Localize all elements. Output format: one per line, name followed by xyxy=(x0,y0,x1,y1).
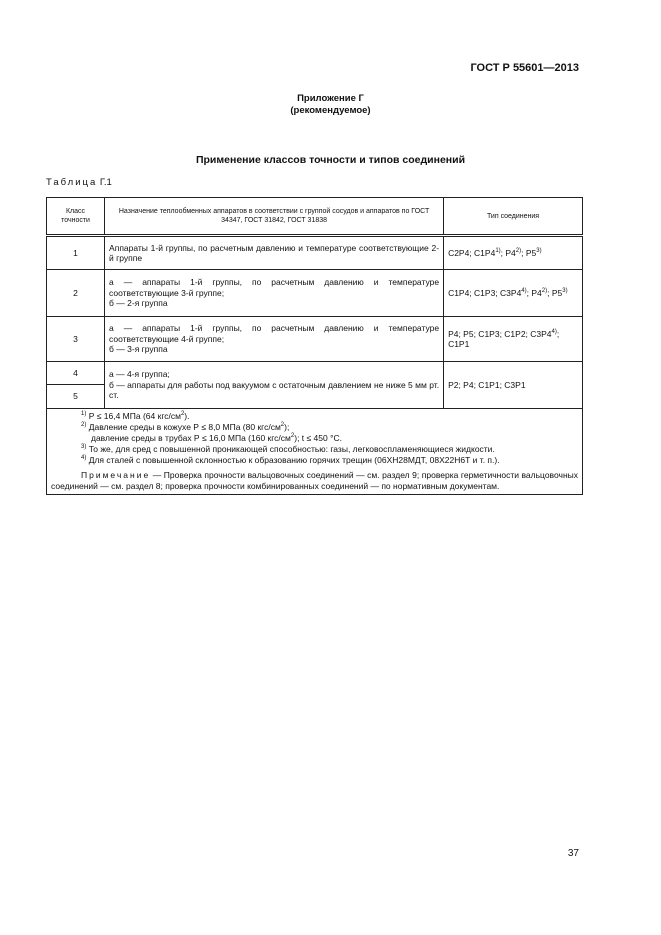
footnote-text: Давление среды в кожухе Р ≤ 8,0 МПа (80 кгс/см xyxy=(88,422,281,432)
cell-class: 4 xyxy=(47,362,105,385)
cell-connection: Р2; Р4; С1Р1; С3Р1 xyxy=(444,362,583,409)
footnote-mark: 1) xyxy=(81,411,87,417)
appendix-title: Приложение Г xyxy=(297,93,364,104)
footnote-text: То же, для сред с повышенной проникающей способностью: газы, легковоспламеняющиеся жидкости. xyxy=(88,444,495,454)
footnote xyxy=(51,444,578,455)
header-purpose: Назначение теплообменных аппаратов в соответствии с группой сосудов и аппаратов по ГОСТ 34347, ГОСТ 31842, ГОСТ 31838 xyxy=(105,198,444,236)
purpose-line: а — аппараты 1-й группы, по расчетным давлению и температуре соответствующие 4-й группе; xyxy=(109,323,440,344)
note-text: — Проверка прочности вальцовочных соединений — см. раздел 9; проверка герметичности вальцовочных соединений — см. раздел 8; проверка прочности комбинированных соединений — по нормативным документам. xyxy=(51,470,578,491)
conn-text: ; С1Р1 xyxy=(448,328,560,349)
table-label xyxy=(46,177,112,188)
header-connection-type: Тип соединения xyxy=(444,198,583,236)
superscript: 2 xyxy=(280,422,285,428)
footnote-mark: 3) xyxy=(81,444,87,450)
conn-text: С1Р4; С1Р3; С3Р4 xyxy=(448,287,522,298)
conn-text: Р4; Р5; С1Р3; С1Р2; С3Р4 xyxy=(448,328,552,339)
cell-purpose xyxy=(105,317,444,362)
conn-text: ; Р5 xyxy=(547,287,563,298)
footnote-ref: 1) xyxy=(495,247,501,254)
footnote-text: Для сталей с повышенной склонностью к образованию горячих трещин (06ХН28МДТ, 08Х22Н6Т и т. п.). xyxy=(88,455,500,465)
table-row xyxy=(47,236,583,270)
purpose-line: б — 3-я группа xyxy=(109,344,168,355)
cell-purpose xyxy=(105,270,444,317)
cell-purpose xyxy=(105,362,444,409)
table-row xyxy=(47,362,583,385)
footnote xyxy=(51,411,578,422)
section-title: Применение классов точности и типов соединений xyxy=(195,154,466,166)
page-number: 37 xyxy=(567,848,579,859)
conn-text: ; Р4 xyxy=(500,247,516,258)
notes-row xyxy=(47,409,583,495)
conn-text: ; Р5 xyxy=(521,247,537,258)
appendix-heading xyxy=(0,93,661,117)
appendix-subtitle: (рекомендуемое) xyxy=(290,105,371,116)
table-header-row xyxy=(47,198,583,236)
footnote-ref: 4) xyxy=(521,287,527,294)
footnote-ref: 3) xyxy=(562,287,568,294)
cell-class: 5 xyxy=(47,385,105,409)
footnote-continuation xyxy=(51,433,578,444)
footnote-ref: 2) xyxy=(515,247,522,254)
footnote-ref: 4) xyxy=(551,328,557,335)
cell-connection xyxy=(444,236,583,270)
purpose-line: а — 4-я группа; xyxy=(109,369,170,380)
note-label: Примечание xyxy=(81,470,151,480)
purpose-line: а — аппараты 1-й группы, по расчетным давлению и температуре соответствующие 3-й группе; xyxy=(109,277,440,298)
footnote-text: давление среды в трубах Р ≤ 16,0 МПа (160 кгс/см xyxy=(91,433,291,443)
footnote xyxy=(51,455,578,466)
cell-class: 2 xyxy=(47,270,105,317)
purpose-line: б — 2-я группа xyxy=(109,298,168,309)
superscript: 2 xyxy=(290,433,295,439)
superscript: 2 xyxy=(180,411,185,417)
footnote-ref: 2) xyxy=(541,287,548,294)
notes-cell xyxy=(47,409,583,495)
cell-connection xyxy=(444,270,583,317)
purpose-line: б — аппараты для работы под вакуумом с остаточным давлением не ниже 5 мм рт. ст. xyxy=(109,379,440,401)
footnote-text: ); t ≤ 450 °С. xyxy=(294,433,342,443)
footnote-mark: 2) xyxy=(81,422,87,428)
document-code: ГОСТ Р 55601—2013 xyxy=(470,62,579,74)
conn-text: С2Р4; С1Р4 xyxy=(448,247,496,258)
cell-class: 3 xyxy=(47,317,105,362)
purpose-line: Аппараты 1-й группы, по расчетным давлению и температуре соответствующие 2-й группе xyxy=(109,242,440,263)
table-row xyxy=(47,270,583,317)
header-accuracy-class: Класс точности xyxy=(47,198,105,236)
conn-text: ; Р4 xyxy=(526,287,542,298)
cell-purpose xyxy=(105,236,444,270)
table-label-number: Г.1 xyxy=(99,177,112,188)
table-label-word: Таблица xyxy=(46,177,98,188)
footnote-text: Р ≤ 16,4 МПа (64 кгс/см xyxy=(88,411,181,421)
footnote xyxy=(51,422,578,433)
table-row xyxy=(47,317,583,362)
cell-class: 1 xyxy=(47,236,105,270)
footnote-text: ). xyxy=(184,411,190,421)
table-note xyxy=(51,470,578,492)
footnote-text: ); xyxy=(284,422,290,432)
accuracy-class-table xyxy=(46,197,583,495)
cell-connection xyxy=(444,317,583,362)
footnote-mark: 4) xyxy=(81,455,87,461)
footnote-ref: 3) xyxy=(536,247,542,254)
